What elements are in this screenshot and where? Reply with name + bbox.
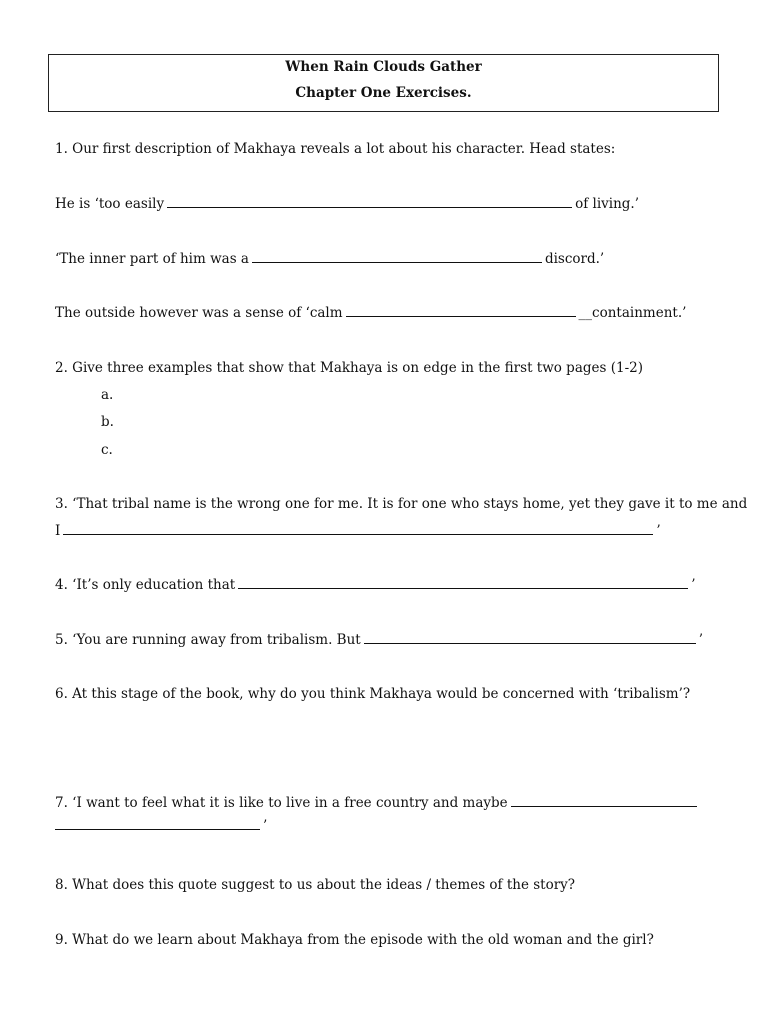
q1-blank-3[interactable] <box>346 315 576 317</box>
question-2: 2. Give three examples that show that Makhaya is on edge in the first two pages (1-2) <box>55 360 643 376</box>
worksheet-title: When Rain Clouds Gather <box>285 59 482 75</box>
q4-suffix: ’ <box>691 577 696 593</box>
q1-blank-1[interactable] <box>167 206 572 208</box>
q1-line1-suffix: of living.’ <box>575 196 640 212</box>
q1-line3-suffix: __containment.’ <box>578 305 687 321</box>
title-box <box>48 54 719 112</box>
q3-line2-prefix: I <box>55 523 61 539</box>
q1-line3-prefix: The outside however was a sense of ‘calm <box>55 305 343 321</box>
question-8: 8. What does this quote suggest to us about the ideas / themes of the story? <box>55 877 576 893</box>
q7-blank-2[interactable] <box>55 828 260 830</box>
q1-line1-prefix: He is ‘too easily <box>55 196 165 212</box>
q1-line2-prefix: ‘The inner part of him was a <box>55 251 249 267</box>
question-6: 6. At this stage of the book, why do you think Makhaya would be concerned with ‘tribalism’? <box>55 686 691 702</box>
q7-suffix: ’ <box>263 818 268 834</box>
question-1-line-2 <box>55 251 604 267</box>
q3-line2-suffix: ’ <box>656 523 661 539</box>
q3-blank[interactable] <box>63 533 653 535</box>
question-1-line-3 <box>55 305 686 321</box>
question-9: 9. What do we learn about Makhaya from the episode with the old woman and the girl? <box>55 932 654 948</box>
q5-prefix: 5. ‘You are running away from tribalism. But <box>55 632 361 648</box>
question-3-line-1: 3. ‘That tribal name is the wrong one for me. It is for one who stays home, yet they gave it to me and <box>55 496 748 512</box>
q5-blank[interactable] <box>364 642 696 644</box>
question-1-line-1 <box>55 196 639 212</box>
q2-item-a: a. <box>101 387 114 403</box>
question-7-line-1 <box>55 795 700 811</box>
q2-item-c: c. <box>101 442 113 458</box>
question-1-intro: 1. Our first description of Makhaya reveals a lot about his character. Head states: <box>55 141 616 157</box>
question-5 <box>55 632 703 648</box>
q2-item-b: b. <box>101 414 114 430</box>
q4-blank[interactable] <box>238 587 688 589</box>
question-3-line-2 <box>55 523 661 539</box>
q1-line2-suffix: discord.’ <box>544 251 605 267</box>
q1-blank-2[interactable] <box>252 261 542 263</box>
worksheet-subtitle: Chapter One Exercises. <box>295 85 472 101</box>
question-7-line-2 <box>55 818 267 834</box>
question-4 <box>55 577 695 593</box>
q7-prefix: 7. ‘I want to feel what it is like to live in a free country and maybe <box>55 795 508 811</box>
q4-prefix: 4. ‘It’s only education that <box>55 577 236 593</box>
q7-blank-1[interactable] <box>511 805 697 807</box>
q5-suffix: ’ <box>698 632 703 648</box>
